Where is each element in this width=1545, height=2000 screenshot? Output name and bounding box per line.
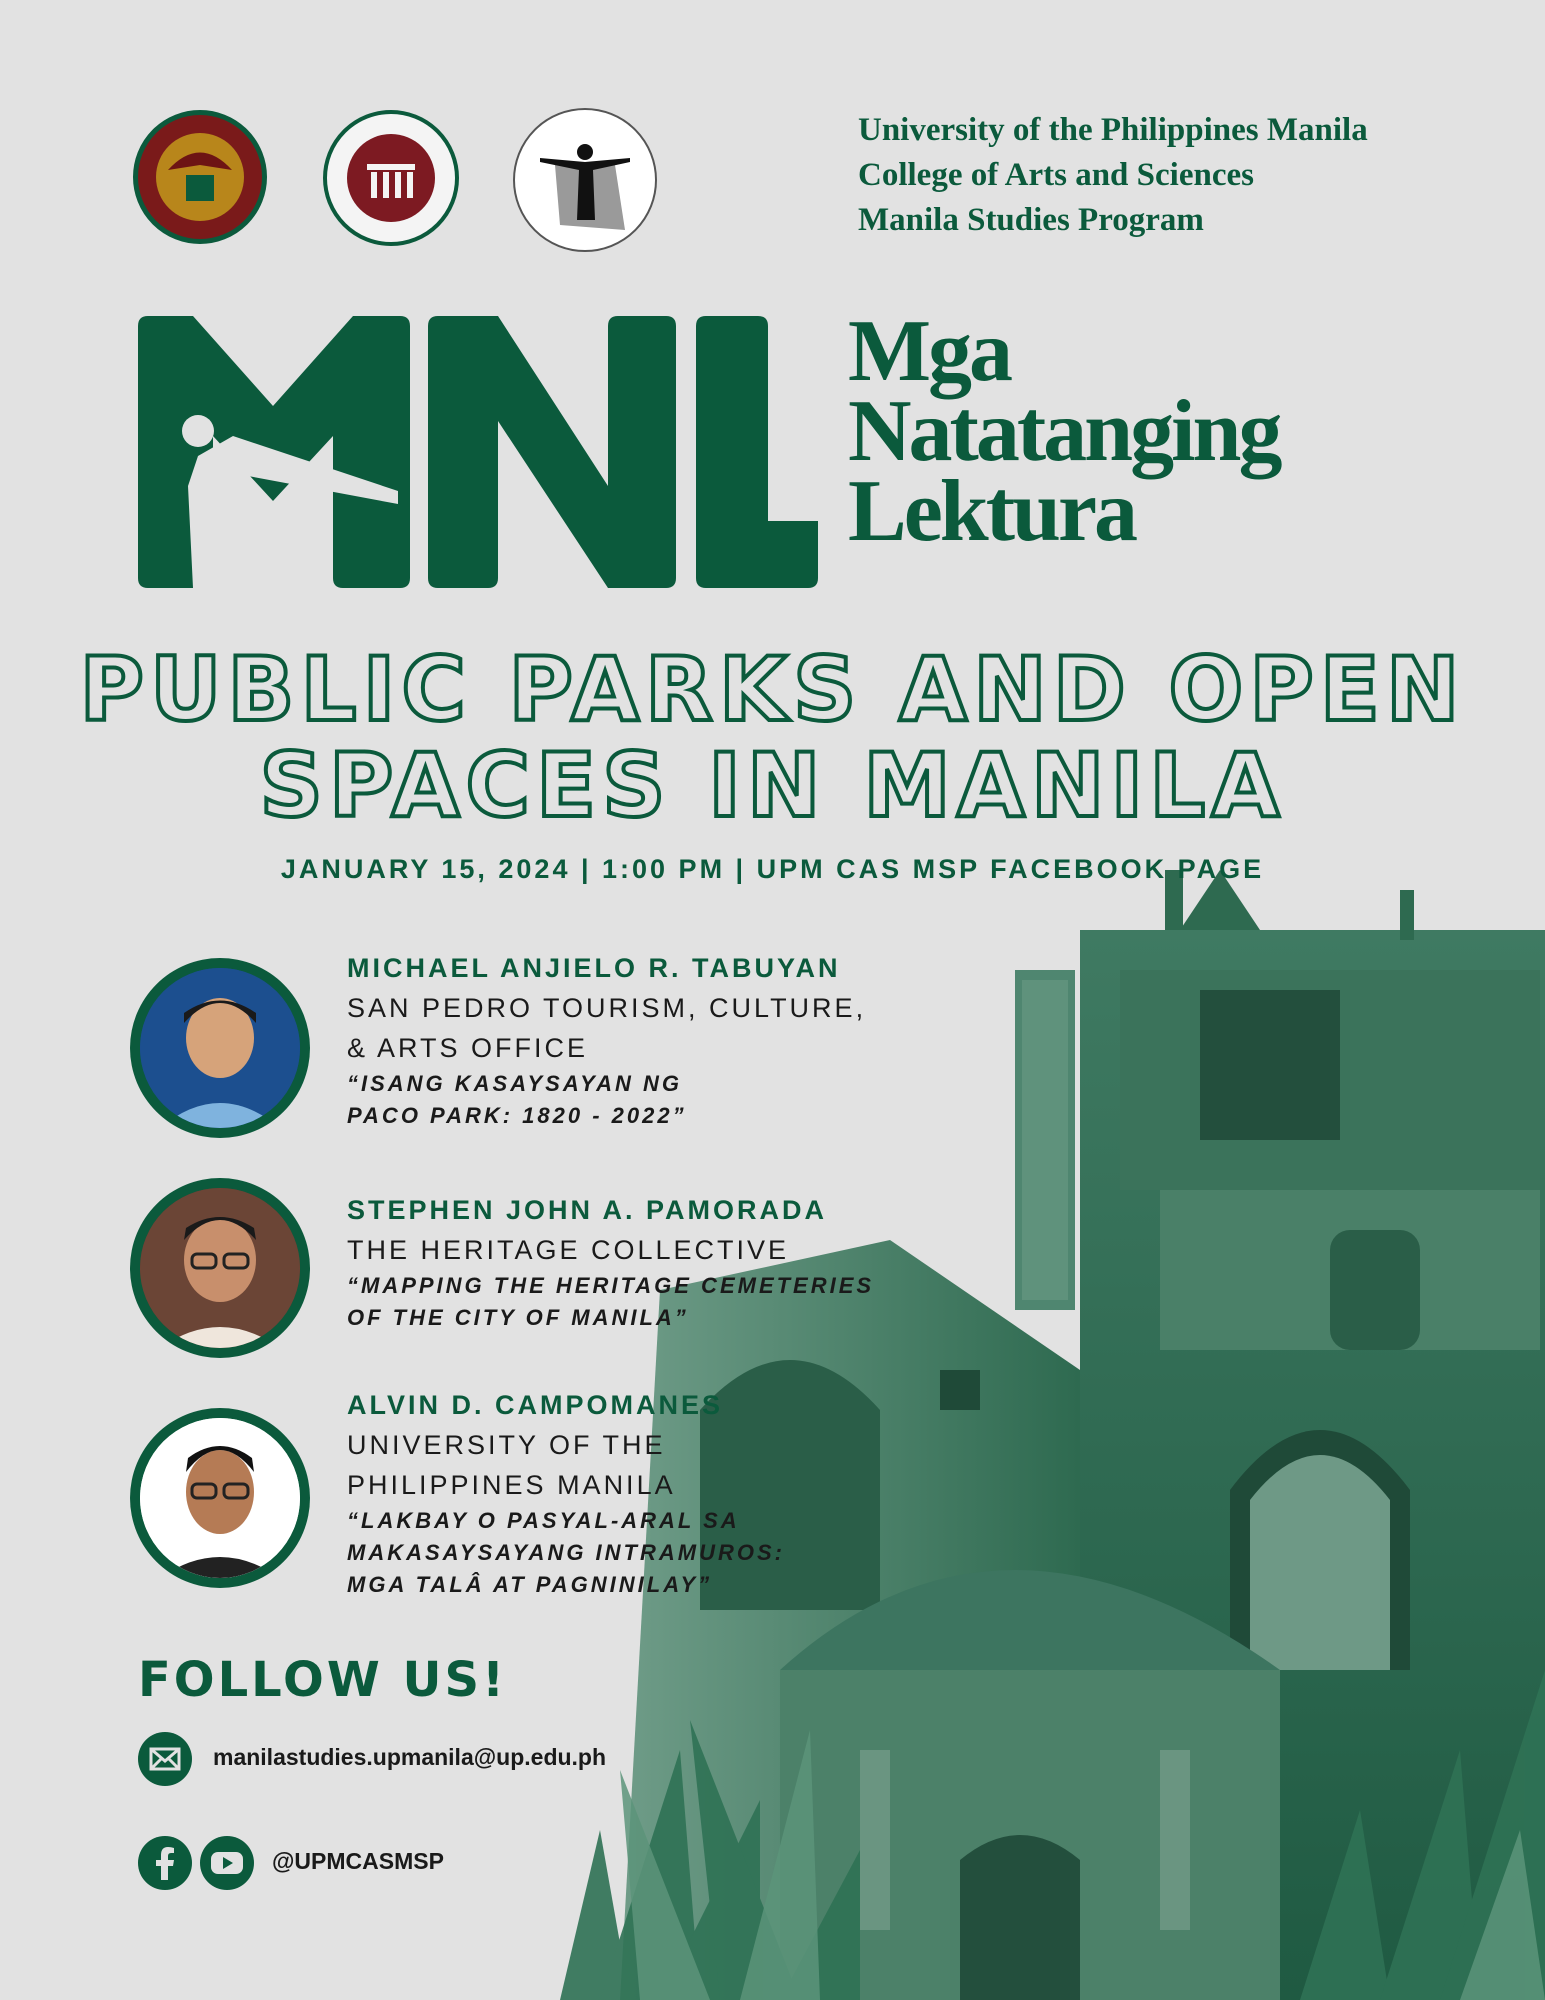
- organizer-lines: [858, 108, 1368, 243]
- speaker-2: [347, 1190, 874, 1334]
- series-title-line-3: Lektura: [848, 463, 1135, 560]
- follow-heading: FOLLOW US!: [138, 1652, 507, 1708]
- cas-seal-icon: [327, 114, 455, 242]
- speaker-portrait-icon: [140, 968, 300, 1128]
- speaker-photo-3: [130, 1408, 310, 1588]
- speaker-2-talk-2: OF THE CITY OF MANILA”: [347, 1305, 689, 1330]
- social-handle[interactable]: @UPMCASMSP: [272, 1848, 444, 1874]
- mail-icon[interactable]: [138, 1732, 192, 1786]
- speaker-3-talk-2: MAKASAYSAYANG INTRAMUROS:: [347, 1540, 785, 1565]
- series-title: [848, 303, 1280, 560]
- speaker-portrait-icon: [140, 1418, 300, 1578]
- speaker-1-talk-2: PACO PARK: 1820 - 2022”: [347, 1103, 687, 1128]
- speaker-3-affiliation-2: PHILIPPINES MANILA: [347, 1470, 676, 1500]
- speaker-3-talk-3: MGA TALÂ AT PAGNINILAY”: [347, 1572, 713, 1597]
- speaker-3-affiliation-1: UNIVERSITY OF THE: [347, 1430, 666, 1460]
- speaker-portrait-icon: [140, 1188, 300, 1348]
- speaker-2-talk-1: “MAPPING THE HERITAGE CEMETERIES: [347, 1273, 875, 1298]
- up-seal-icon: [138, 115, 262, 239]
- speaker-1-affiliation-1: SAN PEDRO TOURISM, CULTURE,: [347, 993, 867, 1023]
- speaker-2-name: STEPHEN JOHN A. PAMORADA: [347, 1195, 828, 1225]
- speaker-photo-1: [130, 958, 310, 1138]
- up-seal-logo: [133, 110, 267, 244]
- speaker-1-name: MICHAEL ANJIELO R. TABUYAN: [347, 953, 841, 983]
- lecture-title-line-2: SPACES IN MANILA: [259, 734, 1286, 837]
- series-title-line-2: Natatanging: [848, 383, 1280, 480]
- organizer-college: College of Arts and Sciences: [858, 157, 1254, 193]
- speaker-3-talk-1: “LAKBAY O PASYAL-ARAL SA: [347, 1508, 740, 1533]
- speaker-photo-2: [130, 1178, 310, 1358]
- speaker-3: [347, 1385, 785, 1601]
- lecture-title-line-1: PUBLIC PARKS AND OPEN: [79, 638, 1466, 741]
- msp-seal-logo: [513, 108, 657, 252]
- speaker-1: [347, 948, 866, 1132]
- cas-seal-logo: [323, 110, 459, 246]
- organizer-program: Manila Studies Program: [858, 202, 1204, 238]
- speaker-2-affiliation-1: THE HERITAGE COLLECTIVE: [347, 1235, 790, 1265]
- event-details: JANUARY 15, 2024 | 1:00 PM | UPM CAS MSP FACEBOOK PAGE: [280, 854, 1265, 884]
- organizer-university: University of the Philippines Manila: [858, 112, 1368, 148]
- msp-figure-icon: [515, 110, 655, 250]
- email-link[interactable]: manilastudies.upmanila@up.edu.ph: [213, 1744, 607, 1770]
- facebook-icon[interactable]: [138, 1836, 192, 1890]
- series-title-line-1: Mga: [848, 303, 1011, 400]
- speaker-1-talk-1: “ISANG KASAYSAYAN NG: [347, 1071, 683, 1096]
- youtube-icon[interactable]: [200, 1836, 254, 1890]
- lecture-title: [0, 638, 1545, 837]
- speaker-3-name: ALVIN D. CAMPOMANES: [347, 1390, 724, 1420]
- speaker-1-affiliation-2: & ARTS OFFICE: [347, 1033, 589, 1063]
- mnl-logo: [138, 316, 818, 588]
